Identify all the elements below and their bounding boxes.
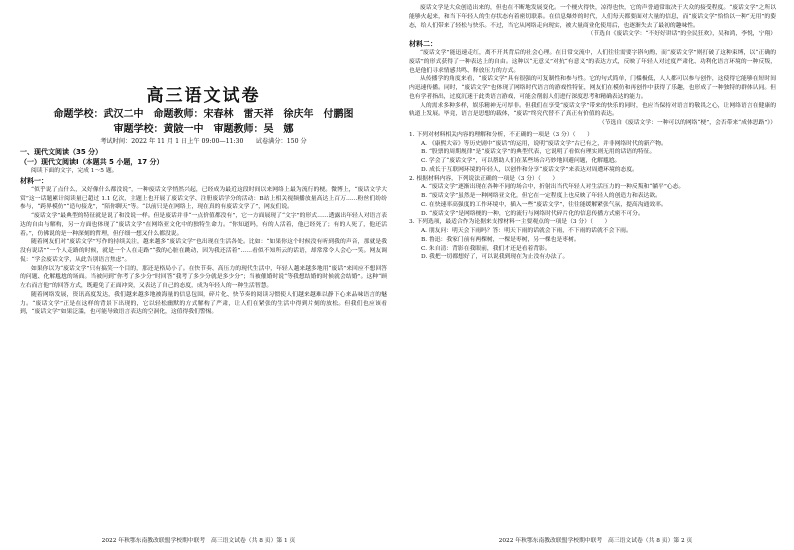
answer-option: B. 鲁迅：我家门前有两棵树，一棵是枣树，另一棵也是枣树。 <box>421 236 580 243</box>
exam-page-2 <box>397 0 794 550</box>
reading-instruction: 阅读下面的文字，完成 1～5 题。 <box>31 168 118 174</box>
material-label: 材料二： <box>409 40 437 48</box>
reviewers-line: 审题学校：黄陂一中 审题教师：吴 娜 <box>113 124 294 135</box>
question-stem: 2. 根据材料内容，下列说法正确的一项是（3 分）（ ） <box>409 175 559 182</box>
subsection-title: （一）现代文阅读Ⅰ（本题共 5 小题，17 分） <box>20 158 164 166</box>
paragraph: 从传播学的角度来看，“废话文学”具有很强的可复制性和参与性。它的句式简单，门槛极低，人人都可以参与创作，这使得它能够在短时间内迅速传播。同时，“废话文学”也体现了网络时代语言的游戏性特征，网友们在模仿和再创作中获得了乐趣，也形成了一种独特的群体认同。但也有学者指出，过度沉迷于此类语言游戏，可能会削弱人们进行深度思考和精确表达的能力。 <box>409 76 776 100</box>
page-footer: 2022 年秋鄂东南教改联盟学校期中联考 高三语文试卷（共 8 页）第 2 页 <box>498 538 693 544</box>
question-stem: 3. 下列选项，最适合作为论据来支撑材料一主要观点的一项是（3 分）（ ） <box>409 219 611 226</box>
answer-option: A. 朋友问：明天会下雨吗？答：明天下雨的话就会下雨，不下雨的话就不会下雨。 <box>421 228 632 234</box>
paragraph: 随着网络发展，资讯高度发达，我们越来越多地被海量的信息包围，碎片化、快节奏的阅读习惯使人们越来越难以静下心来品味语言的魅力。“废话文学”正是在这样的背景下出现的，它以轻松幽默的方式解构了严肃，让人们在紧张的生活中得到片刻的放松。但我们也应该看到，“废话文学”如果泛滥，也可能导致语言表达的空洞化，这值得我们警惕。 <box>20 291 387 316</box>
paragraph: 随着网友们对“废话文学”写作的持续关注，越来越多“废话文学”也出现在生活各处。比如：“如果你这个时候没有听到我的声音，那就是我没有说话”“一个人走路的时候，就是一个人在走路”“我的心脏在跳动，因为我还活着”……看似不知所云的话语，却常常令人会心一笑。网友调侃：“学会废话文学，从此告别语言焦虑”。 <box>20 239 387 263</box>
answer-option: C. 朱自清：背影在我眼前，我们才还是看着背影。 <box>421 245 551 252</box>
answer-option: A. 《康熙大帝》等历史剧中“废话”的运用，说明“废话文学”古已有之，并非网络时代的新产物。 <box>421 140 667 147</box>
answer-option: D. 我把一切都想好了，可以说我到现在为止没有办法了。 <box>421 254 569 261</box>
paragraph: “废话文学”最典型的特征就是说了和没说一样。但是废话并非“一点价值都没有”，它一方面展现了“文字”的形式……透露出年轻人对语言表达的自由与解构，另一方面也体现了“废话文学”在网络亚文化中的独特生命力。“你知道吗，有的人活着，他已经死了；有的人死了，他还活着。”，仿佛说的是一种深刻的哲理，但仔细一想又什么都没说。 <box>20 213 387 237</box>
paragraph: 人的需求多种多样，娱乐精神无可厚非。但我们在享受“废话文学”带来的快乐的同时，也应当保持对语言的敬畏之心，让网络语言在健康的轨道上发展。毕竟，语言是思想的载体，“废话”终究代替不了真正有价值的表达。 <box>409 102 776 118</box>
paragraph: “似乎说了点什么，又好像什么都没说”，一种废话文学悄然兴起，已经成为最近这段时间以来网络上最为流行的梗。微博上，“废话文学大赏”这一话题累计阅读量已超过 1.1 亿次，主题上也开展了废话文学、注册废话学分的活动：B站上相关视频播放量高达上百万……粉丝们纷纷参与，“跨界模仿”“造句接龙”，“陪你聊天”等。“以前只是在网络上，现在真的有废话文学了”，网友们说。 <box>20 186 387 211</box>
answer-option: D. “废话文学”是网络梗的一种，它的流行与网络时代碎片化的信息传播方式密不可分。 <box>421 210 644 217</box>
exam-title: 高三语文试卷 <box>146 86 261 106</box>
answer-option: C. 学会了“废话文学”，可以帮助人们在某些场合巧妙地回避问题，化解尴尬。 <box>421 158 621 164</box>
answer-option: C. 在快速率高强度的工作环境中，插入一些“废话文学”，往往能缓解紧张气氛，提高沟通效率。 <box>421 201 667 208</box>
question-stem: 1. 下列对材料相关内容的理解和分析，不正确的一项是（3 分）（ ） <box>409 131 593 138</box>
answer-option: D. 成长于互联网环境的年轻人，以创作和分享“废话文学”来表达对周遭环境的态度。 <box>421 166 638 173</box>
exam-info: 考试时间：2022 年 11 月 1 日上午 09:00—11:30 试卷满分：150 分 <box>100 138 307 145</box>
section-title: 一、现代文阅读（35 分） <box>20 148 103 156</box>
page-footer: 2022 年秋鄂东南教改联盟学校期中联考 高三语文试卷（共 8 页）第 1 页 <box>101 538 296 544</box>
paragraph: 废话文学是大众创造出来的，但也在不断地发展变化。一个梗火得快，凉得也快，它的声誉通常取决于大众的接受程度。“废话文学”之所以能够火起来，和当下年轻人的生存状态有着密切联系。在信息爆炸的时代，人们每天都要面对大量的信息，而“废话文学”恰恰以一种“无用”的姿态，给人们带来了轻松与快乐。不过，当它从网络走向现实，被大量商业化使用后，也逐渐失去了最初的趣味性。 <box>409 5 776 29</box>
setters-line: 命题学校：武汉二中 命题教师：宋春林 雷天祥 徐庆年 付鹏图 <box>53 109 354 120</box>
answer-option: B. “股票的周期规律”是“废话文学”的典型代表，它说明了看似有理实则无用的话语的特征。 <box>421 149 656 156</box>
answer-option: A. “废话文学”逐渐出现在各种不同的场合中，折射出当代年轻人对生活压力的一种反叛和“躺平”心态。 <box>421 184 685 191</box>
paragraph: 如果你以为“废话文学”只有搞笑一个目的，那还是格局小了。在快节奏、高压力的现代生活中，年轻人越来越多地用“废话”来回应不想回答的问题、化解尴尬的场面。当被问到“你考了多少分”时回答“我考了多少分就是多少分”；当被催婚时说“等我想结婚的时候就会结婚”。这种“顾左右而言他”的回答方式，既避免了正面冲突，又表达了自己的态度，成为年轻人的一种生活智慧。 <box>20 265 387 289</box>
paragraph: “废话文学”能迅速走红，离不开其背后的社会心理。在日常交流中，人们往往需要字斟句酌，而“废话文学”则打破了这种束缚，以“正确的废话”的形式获得了一种表达上的自由。这种以“无意义”对抗“有意义”的表达方式，反映了年轻人对过度严肃化、功利化语言环境的一种反叛，也是他们寻求情感共鸣、释放压力的方式。 <box>409 50 776 74</box>
material-label: 材料一： <box>20 176 48 185</box>
source-citation: （节选自《废话文学：一种可以的网络“梗”，会否带来“成体思路”》） <box>598 120 776 126</box>
source-citation: （节选自《废话文学：“不好好讲话”的全民狂欢》，吴和鸿，李悦，宁翔） <box>587 31 776 38</box>
answer-option: B. “废话文学”虽然是一种网络亚文化，但它在一定程度上也反映了年轻人的创造力和表达欲。 <box>421 193 661 199</box>
